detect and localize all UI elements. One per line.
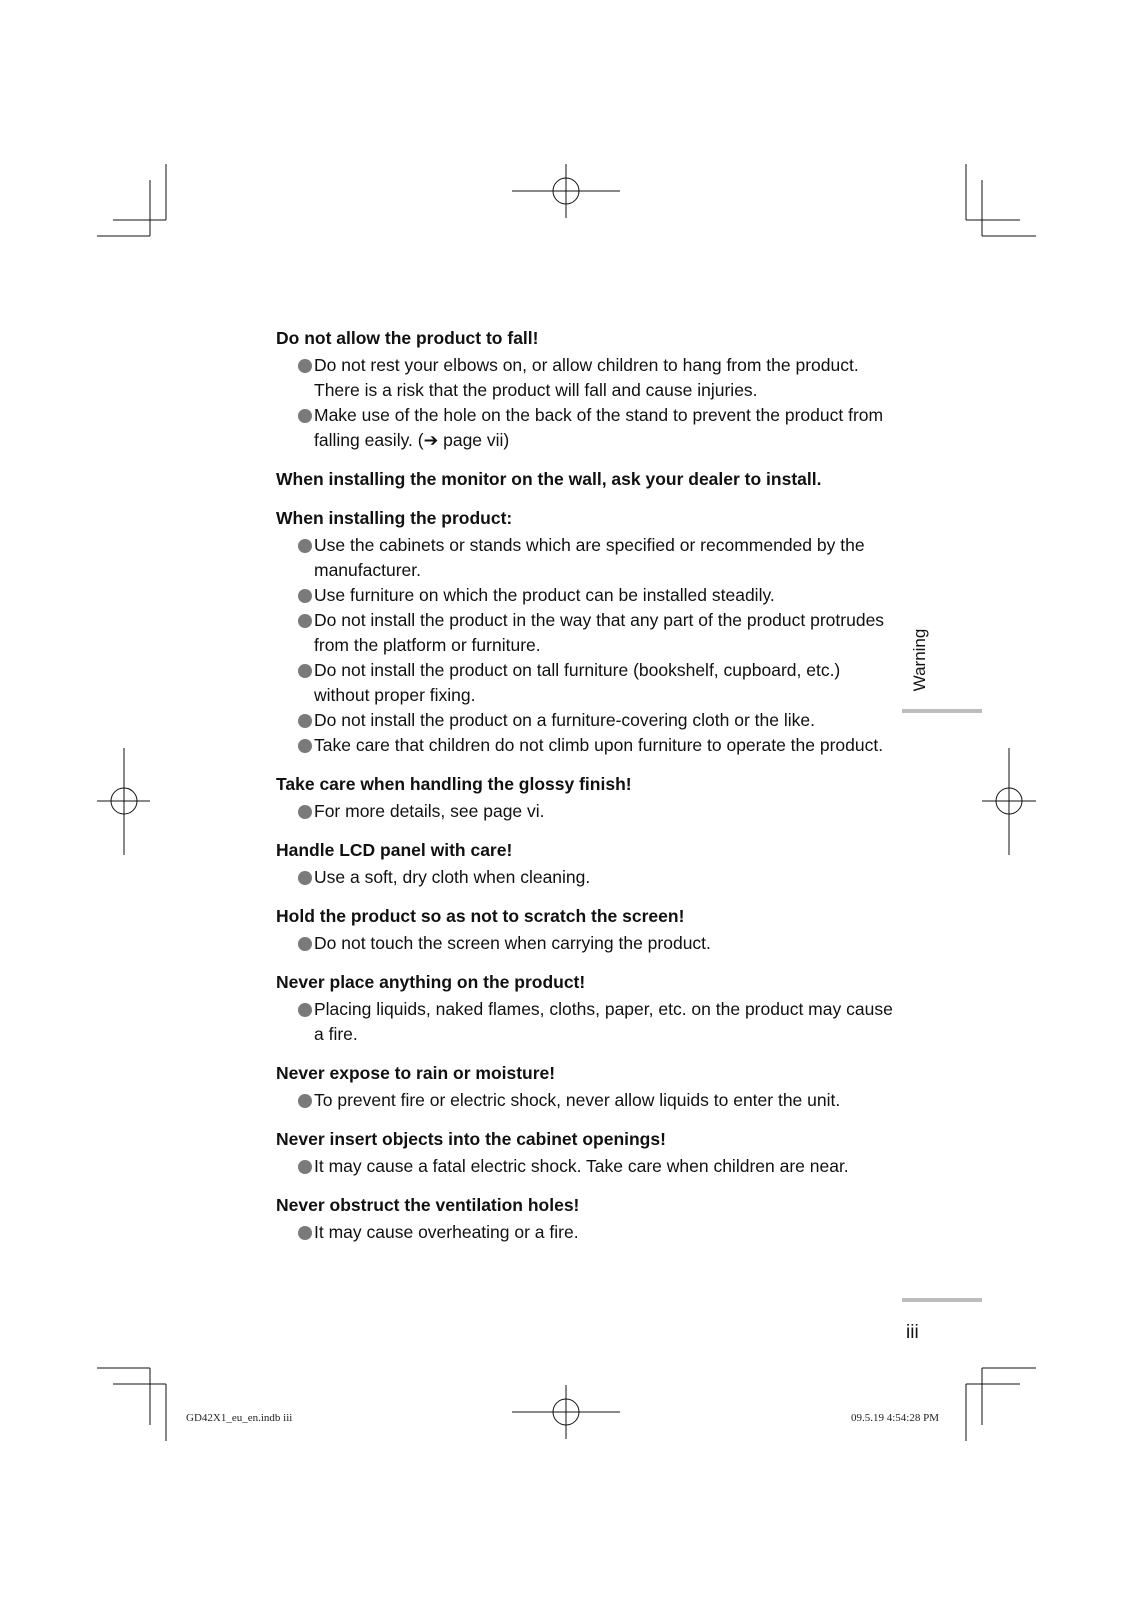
bullet-dot-icon — [298, 664, 312, 678]
bullet-text: Placing liquids, naked flames, cloths, paper, etc. on the product may cause a fire. — [314, 999, 893, 1044]
section-heading: When installing the product: — [276, 508, 513, 528]
bullet-item — [276, 608, 896, 658]
warning-section — [276, 904, 896, 956]
warning-section — [276, 772, 896, 824]
warning-section — [276, 1061, 896, 1113]
section-heading: When installing the monitor on the wall, ask your dealer to install. — [276, 469, 822, 489]
bullet-item — [276, 1220, 896, 1245]
bullet-text: Do not install the product in the way that any part of the product protrudes from the platform or furniture. — [314, 610, 885, 655]
bullet-text: It may cause a fatal electric shock. Take care when children are near. — [314, 1156, 849, 1176]
warning-section — [276, 838, 896, 890]
bullet-text: Do not rest your elbows on, or allow children to hang from the product. There is a risk that the product will fall and cause injuries. — [314, 355, 859, 400]
warning-section — [276, 326, 896, 453]
bullet-item — [276, 1088, 896, 1113]
side-tab-label: Warning — [910, 628, 929, 692]
section-heading: Never insert objects into the cabinet openings! — [276, 1129, 666, 1149]
bullet-item — [276, 583, 896, 608]
bullet-dot-icon — [298, 359, 312, 373]
bullet-item — [276, 931, 896, 956]
bullet-dot-icon — [298, 937, 312, 951]
bullet-text: To prevent fire or electric shock, never allow liquids to enter the unit. — [314, 1090, 841, 1110]
bullet-text: It may cause overheating or a fire. — [314, 1222, 579, 1242]
bullet-dot-icon — [298, 1160, 312, 1174]
section-heading: Never obstruct the ventilation holes! — [276, 1195, 580, 1215]
page-number: iii — [906, 1322, 919, 1343]
warning-content — [276, 326, 896, 1259]
section-heading: Never place anything on the product! — [276, 972, 586, 992]
warning-section — [276, 467, 896, 492]
bullet-text: Use a soft, dry cloth when cleaning. — [314, 867, 591, 887]
warning-section — [276, 1127, 896, 1179]
warning-section — [276, 1193, 896, 1245]
section-heading: Never expose to rain or moisture! — [276, 1063, 556, 1083]
bullet-dot-icon — [298, 714, 312, 728]
bullet-item — [276, 353, 896, 403]
bullet-text: Do not install the product on a furniture-covering cloth or the like. — [314, 710, 815, 730]
footer-file-slug: GD42X1_eu_en.indb iii — [186, 1412, 293, 1424]
bullet-item — [276, 865, 896, 890]
bullet-dot-icon — [298, 539, 312, 553]
bullet-text: Use furniture on which the product can be installed steadily. — [314, 585, 775, 605]
page-number-rule — [902, 1298, 982, 1302]
bullet-item — [276, 997, 896, 1047]
section-heading: Hold the product so as not to scratch the screen! — [276, 906, 685, 926]
side-tab — [905, 620, 935, 700]
bullet-item — [276, 799, 896, 824]
bullet-item — [276, 733, 896, 758]
warning-section — [276, 506, 896, 758]
bullet-dot-icon — [298, 589, 312, 603]
bullet-dot-icon — [298, 805, 312, 819]
side-tab-rule — [902, 709, 982, 713]
bullet-text: Use the cabinets or stands which are specified or recommended by the manufacturer. — [314, 535, 865, 580]
bullet-dot-icon — [298, 1094, 312, 1108]
bullet-item — [276, 658, 896, 708]
bullet-item — [276, 403, 896, 453]
bullet-text: Do not install the product on tall furniture (bookshelf, cupboard, etc.) without proper fixing. — [314, 660, 841, 705]
bullet-dot-icon — [298, 1226, 312, 1240]
bullet-item — [276, 708, 896, 733]
section-heading: Take care when handling the glossy finish! — [276, 774, 632, 794]
section-heading: Handle LCD panel with care! — [276, 840, 513, 860]
bullet-item — [276, 533, 896, 583]
bullet-dot-icon — [298, 871, 312, 885]
bullet-dot-icon — [298, 409, 312, 423]
bullet-text: Do not touch the screen when carrying the product. — [314, 933, 711, 953]
bullet-dot-icon — [298, 1003, 312, 1017]
footer-timestamp: 09.5.19 4:54:28 PM — [851, 1412, 940, 1424]
bullet-text: Take care that children do not climb upon furniture to operate the product. — [314, 735, 884, 755]
warning-section — [276, 970, 896, 1047]
section-heading: Do not allow the product to fall! — [276, 328, 539, 348]
bullet-dot-icon — [298, 614, 312, 628]
bullet-dot-icon — [298, 739, 312, 753]
bullet-text: Make use of the hole on the back of the stand to prevent the product from falling easily. (➔ page vii) — [314, 405, 884, 450]
bullet-text: For more details, see page vi. — [314, 801, 545, 821]
bullet-item — [276, 1154, 896, 1179]
